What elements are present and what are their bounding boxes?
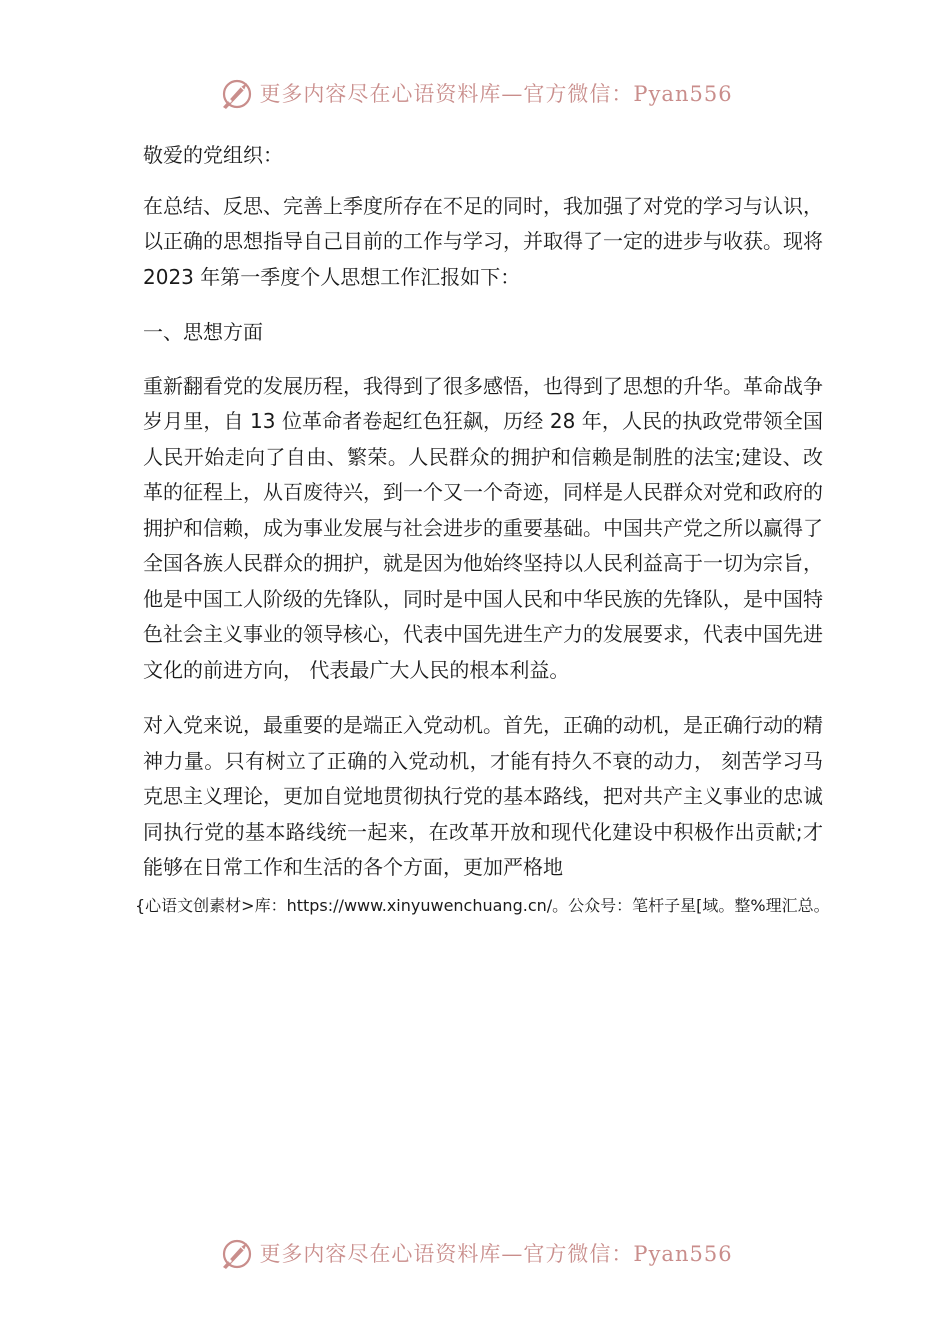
body-paragraph-1: 重新翻看党的发展历程，我得到了很多感悟，也得到了思想的升华。革命战争岁月里，自 13 位革命者卷起红色狂飙，历经 28 年，人民的执政党带领全国人民开始走向了自由、繁荣。人民群众的拥护和信赖是制胜的法宝;建设、改革的征程上，从百废待兴，到一个又一个奇迹，同样是人民群众对党和政府的拥护和信赖，成为事业发展与社会进步的重要基础。中国共产党之所以赢得了全国各族人民群众的拥护，就是因为他始终坚持以人民利益高于一切为宗旨，他是中国工人阶级的先锋队，同时是中国人民和中华民族的先锋队，是中国特色社会主义事业的领导核心，代表中国先进生产力的发展要求，代表中国先进文化的前进方向， 代表最广大人民的根本利益。	[143, 373, 823, 682]
fountain-pen-seal-icon	[217, 73, 257, 113]
banner-text: 更多内容尽在心语资料库—官方微信：Pyan556	[259, 82, 733, 106]
source-footnote: {心语文创素材>库：https://www.xinyuwenchuang.cn/。公众号：笔杆子星[域。整%理汇总。	[135, 895, 830, 915]
body-paragraph-2: 对入党来说，最重要的是端正入党动机。首先，正确的动机，是正确行动的精神力量。只有树立了正确的入党动机，才能有持久不衰的动力， 刻苦学习马克思主义理论，更加自觉地贯彻执行党的基本路线，把对共产主义事业的忠诚同执行党的基本路线统一起来，在改革开放和现代化建设中积极作出贡献;才能够在日常工作和生活的各个方面，更加严格地	[143, 713, 823, 879]
document-body	[135, 138, 830, 920]
header-watermark-banner	[0, 71, 950, 115]
intro-paragraph: 在总结、反思、完善上季度所存在不足的同时，我加强了对党的学习与认识，以正确的思想指导自己目前的工作与学习，并取得了一定的进步与收获。现将 2023 年第一季度个人思想工作汇报如下：	[143, 193, 823, 289]
fountain-pen-seal-icon	[217, 1233, 257, 1273]
salutation: 敬爱的党组织：	[143, 143, 283, 167]
banner-text: 更多内容尽在心语资料库—官方微信：Pyan556	[259, 1242, 733, 1266]
section-heading: 一、思想方面	[143, 320, 263, 344]
footer-watermark-banner	[0, 1231, 950, 1275]
